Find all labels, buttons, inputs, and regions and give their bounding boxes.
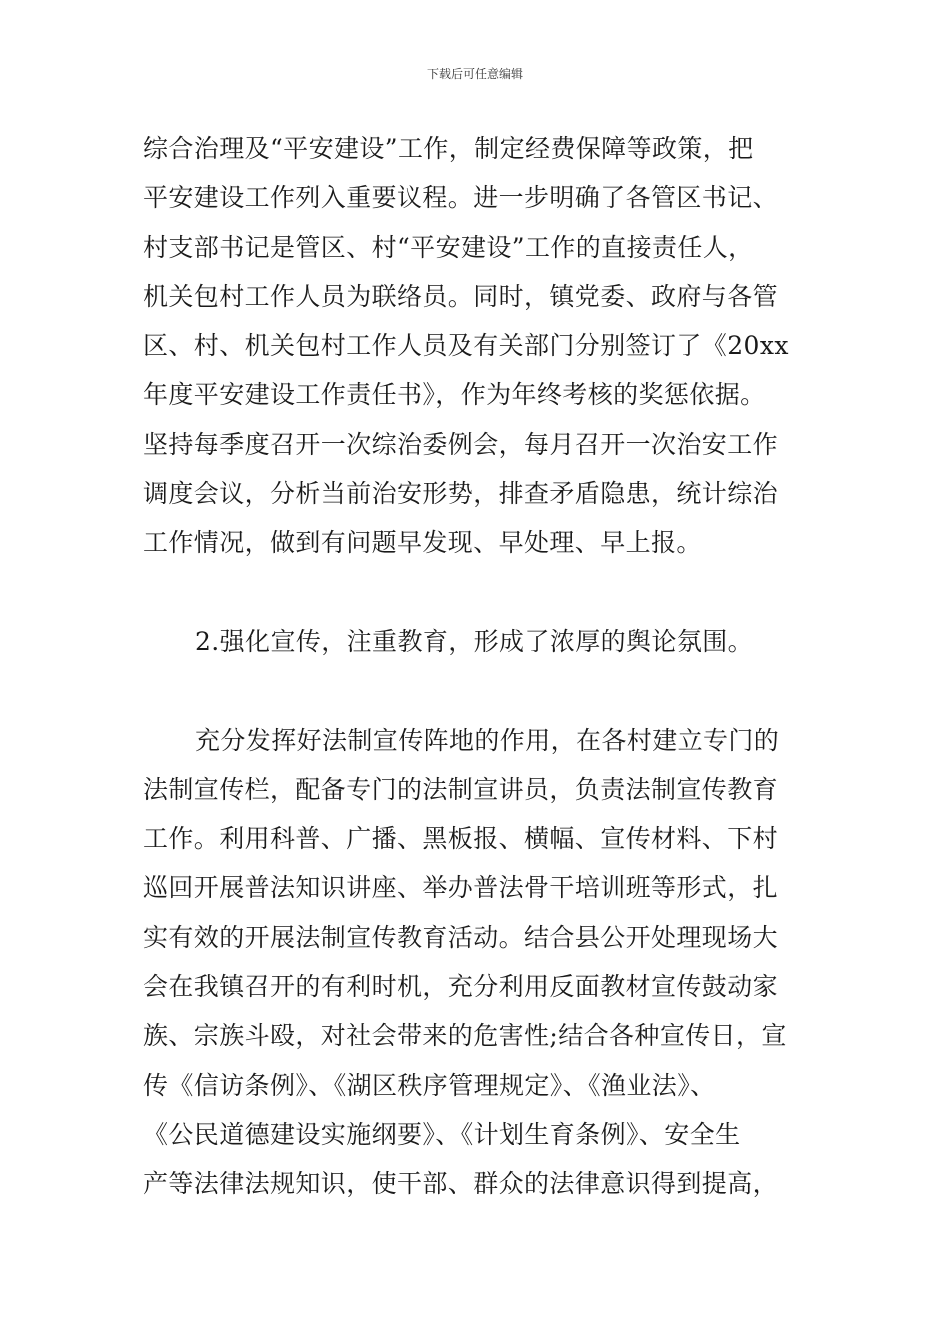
text-line: 会在我镇召开的有利时机，充分利用反面教材宣传鼓动家 [143,972,779,1002]
text-line: 平安建设工作列入重要议程。进一步明确了各管区书记、 [143,183,779,213]
section-heading [143,617,808,666]
text-line: 综合治理及“平安建设”工作，制定经费保障等政策，把 [143,134,754,163]
text-line: 充分发挥好法制宣传阵地的作用，在各村建立专门的 [195,725,780,755]
text-line: 坚持每季度召开一次综治委例会，每月召开一次治安工作 [143,429,779,459]
text-line: 工作。利用科普、广播、黑板报、横幅、宣传材料、下村 [143,824,779,854]
text-line: 年度平安建设工作责任书》，作为年终考核的奖惩依据。 [143,380,766,410]
text-line: 产等法律法规知识，使干部、群众的法律意识得到提高， [143,1169,779,1199]
text-line: 族、宗族斗殴，对社会带来的危害性;结合各种宣传日，宣 [143,1021,787,1051]
paragraph-peace-building [143,124,808,568]
paragraph-gap [143,666,808,715]
text-line: 实有效的开展法制宣传教育活动。结合县公开处理现场大 [143,922,779,952]
paragraph-legal-publicity [143,716,808,1209]
text-line: 区、村、机关包村工作人员及有关部门分别签订了《20xx [143,331,789,361]
text-line: 机关包村工作人员为联络员。同时，镇党委、政府与各管 [143,281,779,311]
text-line: 传《信访条例》、《湖区秩序管理规定》、《渔业法》、 [143,1070,716,1100]
text-line: 工作情况，做到有问题早发现、早处理、早上报。 [143,528,702,558]
text-line: 法制宣传栏，配备专门的法制宣讲员，负责法制宣传教育 [143,774,779,804]
paragraph-gap [143,568,808,617]
section-heading-text: 2.强化宣传，注重教育，形成了浓厚的舆论氛围。 [195,626,754,656]
text-line: 巡回开展普法知识讲座、举办普法骨干培训班等形式，扎 [143,873,779,903]
text-line: 调度会议，分析当前治安形势，排查矛盾隐患，统计综治 [143,479,779,509]
text-line: 村支部书记是管区、村“平安建设”工作的直接责任人， [143,232,754,262]
text-line: 《公民道德建设实施纲要》、《计划生育条例》、安全生 [143,1119,741,1149]
page-header-note: 下载后可任意编辑 [426,67,523,81]
document-body [143,124,808,1209]
